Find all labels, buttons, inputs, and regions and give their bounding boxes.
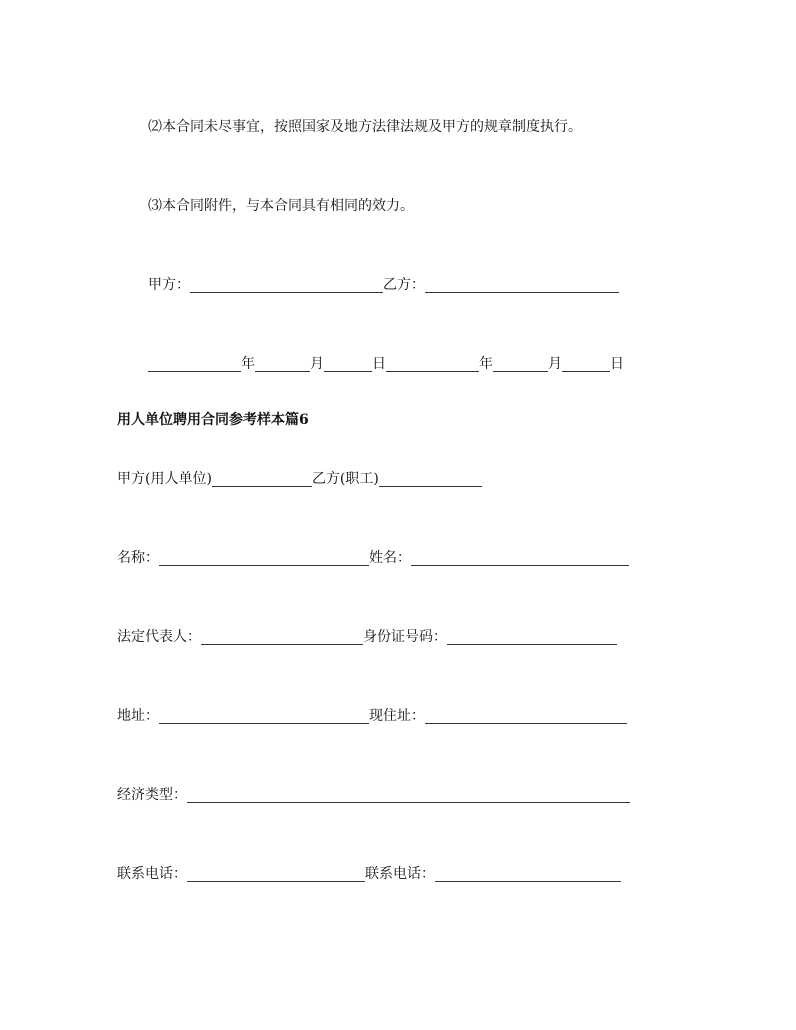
economic-type-label: 经济类型： [117,787,187,803]
employer-address-field[interactable] [159,708,369,724]
representative-row [117,628,617,646]
party-b-signature-label: 乙方： [383,277,425,293]
party-a-year-blank[interactable] [148,356,241,372]
employer-name-label: 名称： [117,550,159,566]
party-a-day-blank[interactable] [324,356,372,372]
day-label: 日 [372,356,386,372]
date-line [148,355,624,373]
economic-type-row [117,786,630,804]
employee-phone-label: 联系电话： [365,866,435,882]
current-address-label: 现住址： [369,708,425,724]
signature-line [148,276,619,294]
party-b-year-blank[interactable] [386,356,479,372]
year-label: 年 [241,356,255,372]
party-b-signature-blank[interactable] [425,277,619,293]
clause-2-text: ⑵本合同未尽事宜，按照国家及地方法律法规及甲方的规章制度执行。 [148,119,582,135]
clause-3-text: ⑶本合同附件，与本合同具有相同的效力。 [148,198,414,214]
employer-address-label: 地址： [117,708,159,724]
clause-3 [148,197,414,215]
economic-type-field[interactable] [187,787,630,803]
name-row [117,549,629,567]
party-b-employee-blank[interactable] [379,471,482,487]
address-row [117,707,627,725]
month-label: 月 [310,356,324,372]
party-b-employee-label: 乙方(职工) [311,471,379,487]
year-label: 年 [479,356,493,372]
legal-rep-field[interactable] [201,629,363,645]
id-number-field[interactable] [447,629,617,645]
section-heading [117,411,309,429]
party-a-signature-blank[interactable] [190,277,383,293]
day-label: 日 [610,356,624,372]
party-a-month-blank[interactable] [255,356,310,372]
employee-name-label: 姓名： [369,550,411,566]
parties-line [117,470,482,488]
party-a-employer-label: 甲方(用人单位) [117,471,212,487]
phone-row [117,865,621,883]
current-address-field[interactable] [425,708,627,724]
employer-phone-field[interactable] [187,866,365,882]
legal-rep-label: 法定代表人： [117,629,201,645]
party-a-employer-blank[interactable] [212,471,312,487]
month-label: 月 [548,356,562,372]
employee-name-field[interactable] [411,550,629,566]
employer-phone-label: 联系电话： [117,866,187,882]
id-number-label: 身份证号码： [363,629,447,645]
employee-phone-field[interactable] [435,866,621,882]
party-b-day-blank[interactable] [562,356,610,372]
clause-2 [148,118,582,136]
employer-name-field[interactable] [159,550,369,566]
party-a-signature-label: 甲方： [148,277,190,293]
party-b-month-blank[interactable] [493,356,548,372]
section-heading-text: 用人单位聘用合同参考样本篇6 [117,412,309,428]
